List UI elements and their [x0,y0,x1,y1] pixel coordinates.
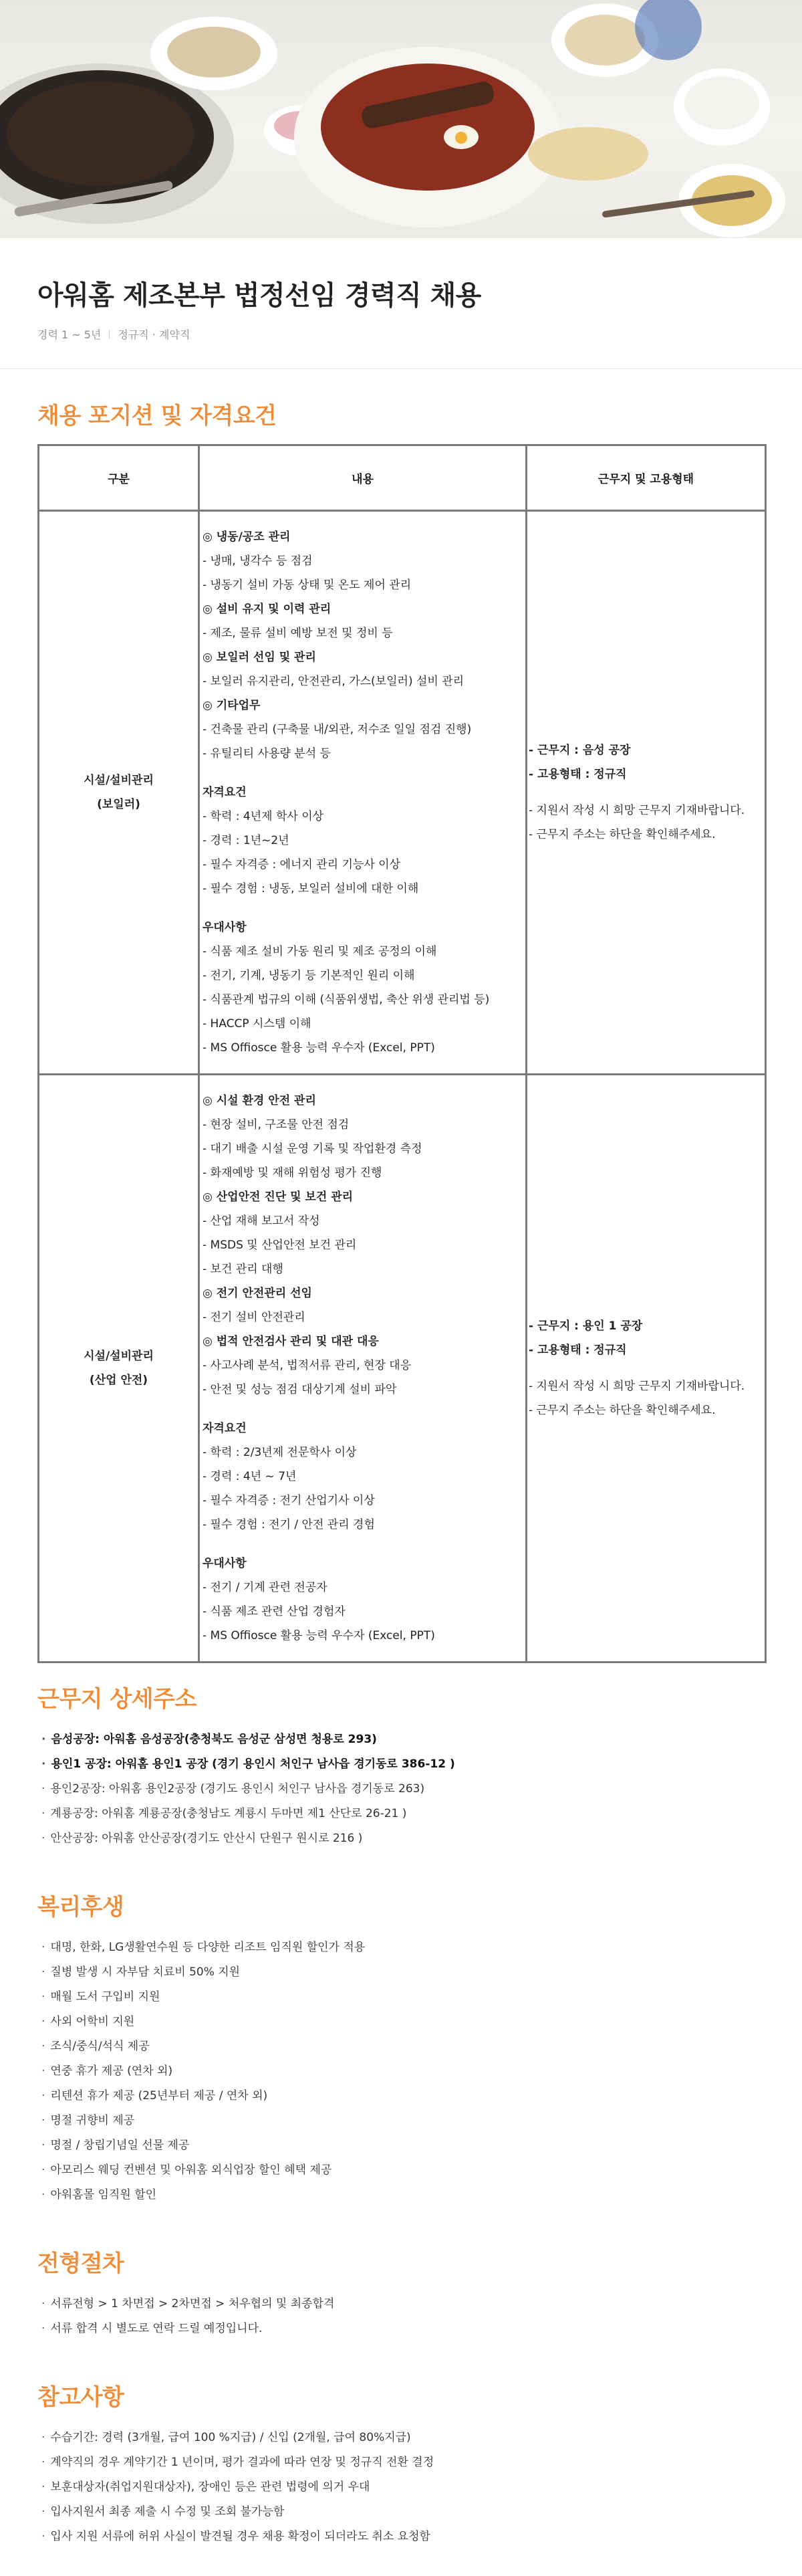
notes-section-title: 참고사항 [37,2384,124,2411]
header-detail: 내용 [199,445,527,511]
benefit-item: · 매월 도서 구입비 지원 [41,1985,765,2010]
note-item: · 계약직의 경우 계약기간 1 년이며, 평가 결과에 따라 연장 및 정규직 전환 결정 [41,2450,765,2475]
condition-note: - 근무지 주소는 하단을 확인해주세요. [529,1404,716,1417]
condition-note: - 지원서 작성 시 희망 근무지 기재바랍니다. [529,1380,745,1393]
note-item: · 입사지원서 최종 제출 시 수정 및 조회 불가능함 [41,2500,765,2525]
duty-item: - 유틸리티 사용량 분석 등 [203,747,331,760]
duty-item: - 냉매, 냉각수 등 점검 [203,554,313,568]
duty-item: - MSDS 및 산업안전 보건 관리 [203,1239,357,1252]
preference-item: - MS Offiosce 활용 능력 우수자 (Excel, PPT) [203,1041,435,1055]
duty-heading: ◎ 설비 유지 및 이력 관리 [203,603,331,616]
employment-type: - 고용형태 : 정규직 [529,1344,627,1357]
spacer [529,1362,763,1374]
duty-item: - 산업 재해 보고서 작성 [203,1214,320,1228]
hero-image [0,0,802,238]
duty-heading: ◎ 시설 환경 안전 관리 [203,1094,316,1107]
qualification-item: - 필수 경험 : 전기 / 안전 관리 경험 [203,1518,375,1531]
benefit-item: · 아모리스 웨딩 컨벤션 및 아워홈 외식업장 할인 혜택 제공 [41,2158,765,2183]
job-header [0,238,802,369]
duty-item: - 사고사례 분석, 법적서류 관리, 현장 대응 [203,1359,412,1372]
qualification-item: - 필수 자격증 : 에너지 관리 기능사 이상 [203,858,401,871]
benefit-item: · 연중 휴가 제공 (연차 외) [41,2059,765,2084]
work-location: - 근무지 : 음성 공장 [529,744,631,757]
benefit-item: · 명절 귀향비 제공 [41,2109,765,2133]
preference-item: - 전기, 기계, 냉동기 등 기본적인 원리 이해 [203,969,415,982]
preference-item: - 전기 / 기계 관련 전공자 [203,1581,327,1594]
spacer [529,786,763,798]
benefit-item: · 대명, 한화, LG생활연수원 등 다양한 리조트 임직원 할인가 적용 [41,1935,765,1960]
duty-heading: ◎ 산업안전 진단 및 보건 관리 [203,1190,354,1204]
address-item: · 용인2공장: 아워홈 용인2공장 (경기도 용인시 처인구 남사읍 경기동로 263) [41,1777,765,1802]
addresses-section-title: 근무지 상세주소 [37,1686,196,1713]
qualification-heading: 자격요건 [203,786,247,799]
preference-heading: 우대사항 [203,921,247,934]
spacer [203,1402,523,1416]
benefit-item: · 조식/중식/석식 제공 [41,2034,765,2059]
benefit-list [37,1935,765,2208]
note-item: · 입사 지원 서류에 허위 사실이 발견될 경우 채용 확정이 되더라도 취소 요청함 [41,2525,765,2549]
employment-type-label: 정규직 · 계약직 [118,328,190,341]
note-item: · 수습기간: 경력 (3개월, 급여 100 %지급) / 신입 (2개월, 급여 80%지급) [41,2426,765,2450]
food-table-illustration [0,0,802,238]
benefit-item: · 아워홈몰 임직원 할인 [41,2183,765,2208]
duty-heading: ◎ 냉동/공조 관리 [203,530,291,544]
qualification-item: - 필수 자격증 : 전기 산업기사 이상 [203,1494,375,1507]
qualification-item: - 경력 : 1년~2년 [203,834,289,847]
benefit-item: · 리텐션 휴가 제공 (25년부터 제공 / 연차 외) [41,2084,765,2109]
note-item: · 보훈대상자(취업지원대상자), 장애인 등은 관련 법령에 의거 우대 [41,2475,765,2500]
qualification-item: - 학력 : 4년제 학사 이상 [203,810,324,823]
category-name: 시설/설비관리 [84,774,154,787]
position-category [39,511,199,1075]
duty-item: - 보일러 유지관리, 안전관리, 가스(보일러) 설비 관리 [203,675,464,688]
preference-item: - HACCP 시스템 이해 [203,1017,311,1031]
page-title: 아워홈 제조본부 법정선임 경력직 채용 [37,280,481,311]
duty-item: - 화재예방 및 재해 위험성 평가 진행 [203,1166,382,1180]
benefit-item: · 사외 어학비 지원 [41,2010,765,2034]
position-row [39,511,766,1075]
benefit-item: · 질병 발생 시 자부담 치료비 50% 지원 [41,1960,765,1985]
condition-note: - 근무지 주소는 하단을 확인해주세요. [529,828,716,841]
process-step: · 서류전형 > 1 차면접 > 2차면접 > 처우협의 및 최종합격 [41,2292,765,2317]
process-list [37,2292,765,2341]
category-name: 시설/설비관리 [84,1350,154,1363]
header-category: 구분 [39,445,199,511]
preference-item: - 식품 제조 관련 산업 경험자 [203,1605,346,1618]
position-category [39,1075,199,1662]
benefits-section-title: 복리후생 [37,1894,124,1921]
meta-divider [109,330,110,339]
preference-item: - 식품 제조 설비 가동 원리 및 제조 공정의 이해 [203,945,437,958]
qualification-item: - 학력 : 2/3년제 전문학사 이상 [203,1446,357,1459]
qualification-item: - 경력 : 4년 ~ 7년 [203,1470,297,1483]
preference-item: - 식품관계 법규의 이해 (식품위생법, 축산 위생 관리법 등) [203,993,490,1006]
table-header-row [39,445,766,511]
positions-table [37,444,767,1663]
work-location: - 근무지 : 용인 1 공장 [529,1319,643,1333]
duty-item: - 보건 관리 대행 [203,1263,283,1276]
process-section-title: 전형절차 [37,2250,124,2277]
duty-item: - 현장 설비, 구조물 안전 점검 [203,1118,350,1132]
duty-item: - 안전 및 성능 점검 대상기계 설비 파악 [203,1383,397,1396]
spacer [203,1537,523,1551]
spacer [203,766,523,780]
position-row [39,1075,766,1662]
duty-heading: ◎ 기타업무 [203,699,261,712]
duty-heading: ◎ 법적 안전검사 관리 및 대관 대응 [203,1335,379,1348]
position-condition [527,511,766,1075]
preference-item: - MS Offiosce 활용 능력 우수자 (Excel, PPT) [203,1629,435,1642]
address-item: · 안산공장: 아워홈 안산공장(경기도 안산시 단원구 원시로 216 ) [41,1826,765,1851]
category-sub: (보일러) [97,798,140,811]
position-detail [199,511,527,1075]
qualification-item: - 필수 경험 : 냉동, 보일러 설비에 대한 이해 [203,882,419,895]
qualification-heading: 자격요건 [203,1422,247,1435]
benefit-item: · 명절 / 창립기념일 선물 제공 [41,2133,765,2158]
duty-item: - 냉동기 설비 가동 상태 및 온도 제어 관리 [203,578,412,592]
address-list [37,1727,765,1851]
address-item: · 음성공장: 아워홈 음성공장(충청북도 음성군 삼성면 청용로 293) [41,1727,765,1752]
condition-note: - 지원서 작성 시 희망 근무지 기재바랍니다. [529,804,745,817]
address-item: · 계룡공장: 아워홈 계룡공장(충청남도 계룡시 두마면 제1 산단로 26-21 ) [41,1802,765,1826]
preference-heading: 우대사항 [203,1557,247,1570]
duty-heading: ◎ 보일러 선임 및 관리 [203,651,316,664]
spacer [203,901,523,916]
duty-heading: ◎ 전기 안전관리 선임 [203,1287,312,1300]
employment-type: - 고용형태 : 정규직 [529,768,627,781]
address-item: · 용인1 공장: 아워홈 용인1 공장 (경기 용인시 처인구 남사읍 경기동로 386-12 ) [41,1752,765,1777]
duty-item: - 대기 배출 시설 운영 기록 및 작업환경 측정 [203,1142,422,1156]
header-condition: 근무지 및 고용형태 [527,445,766,511]
process-step: · 서류 합격 시 별도로 연락 드릴 예정입니다. [41,2317,765,2341]
position-condition [527,1075,766,1662]
category-sub: (산업 안전) [89,1374,148,1387]
duty-item: - 전기 설비 안전관리 [203,1311,305,1324]
experience-label: 경력 1 ~ 5년 [37,328,102,341]
positions-section-title: 채용 포지션 및 자격요건 [37,403,277,429]
job-meta [37,326,765,342]
duty-item: - 제조, 물류 설비 예방 보전 및 정비 등 [203,627,393,640]
duty-item: - 건축물 관리 (구축물 내/외관, 저수조 일일 점검 진행) [203,723,472,736]
position-detail [199,1075,527,1662]
notes-list [37,2426,765,2549]
